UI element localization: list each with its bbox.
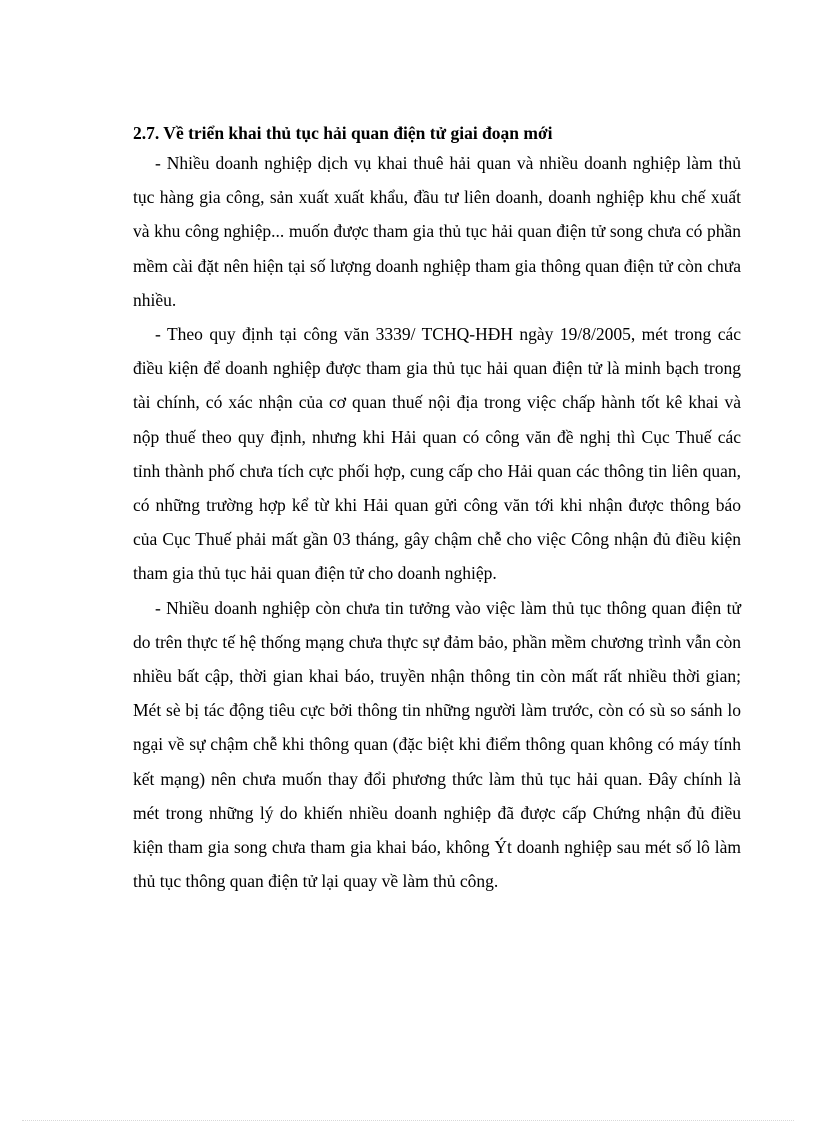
document-body (133, 120, 741, 898)
paragraph-1: - Nhiều doanh nghiệp dịch vụ khai thuê hải quan và nhiều doanh nghiệp làm thủ tục hàng gia công, sản xuất xuất khẩu, đầu tư liên doanh, doanh nghiệp khu chế xuất và khu công nghiệp... muốn được tham gia thủ tục hải quan điện tử song chưa có phần mềm cài đặt nên hiện tại số lượng doanh nghiệp tham gia thông quan điện tử còn chưa nhiều. (133, 153, 741, 310)
section-heading: 2.7. Về triển khai thủ tục hải quan điện tử giai đoạn mới (133, 123, 553, 143)
paragraph-2: - Theo quy định tại công văn 3339/ TCHQ-HĐH ngày 19/8/2005, mét trong các điều kiện để doanh nghiệp được tham gia thủ tục hải quan điện tử là minh bạch trong tài chính, có xác nhận của cơ quan thuế nội địa trong việc chấp hành tốt kê khai và nộp thuế theo quy định, nhưng khi Hải quan có công văn đề nghị thì Cục Thuế các tỉnh thành phố chưa tích cực phối hợp, cung cấp cho Hải quan các thông tin liên quan, có những trường hợp kể từ khi Hải quan gửi công văn tới khi nhận được thông báo của Cục Thuế phải mất gần 03 tháng, gây chậm chễ cho việc Công nhận đủ điều kiện tham gia thủ tục hải quan điện tử cho doanh nghiệp. (133, 324, 741, 584)
paragraph-3: - Nhiều doanh nghiệp còn chưa tin tưởng vào việc làm thủ tục thông quan điện tử do trên thực tế hệ thống mạng chưa thực sự đảm bảo, phần mềm chương trình vẫn còn nhiều bất cập, thời gian khai báo, truyền nhận thông tin còn mất rất nhiều thời gian; Mét sè bị tác động tiêu cực bởi thông tin những người làm trước, còn có sù so sánh lo ngại về sự chậm chễ khi thông quan (đặc biệt khi điểm thông quan không có máy tính kết mạng) nên chưa muốn thay đổi phương thức làm thủ tục hải quan. Đây chính là mét trong những lý do khiến nhiều doanh nghiệp đã được cấp Chứng nhận đủ điều kiện tham gia song chưa tham gia khai báo, không Ýt doanh nghiệp sau mét số lô làm thủ tục thông quan điện tử lại quay về làm thủ công. (133, 597, 741, 892)
page-bottom-divider (22, 1120, 794, 1121)
